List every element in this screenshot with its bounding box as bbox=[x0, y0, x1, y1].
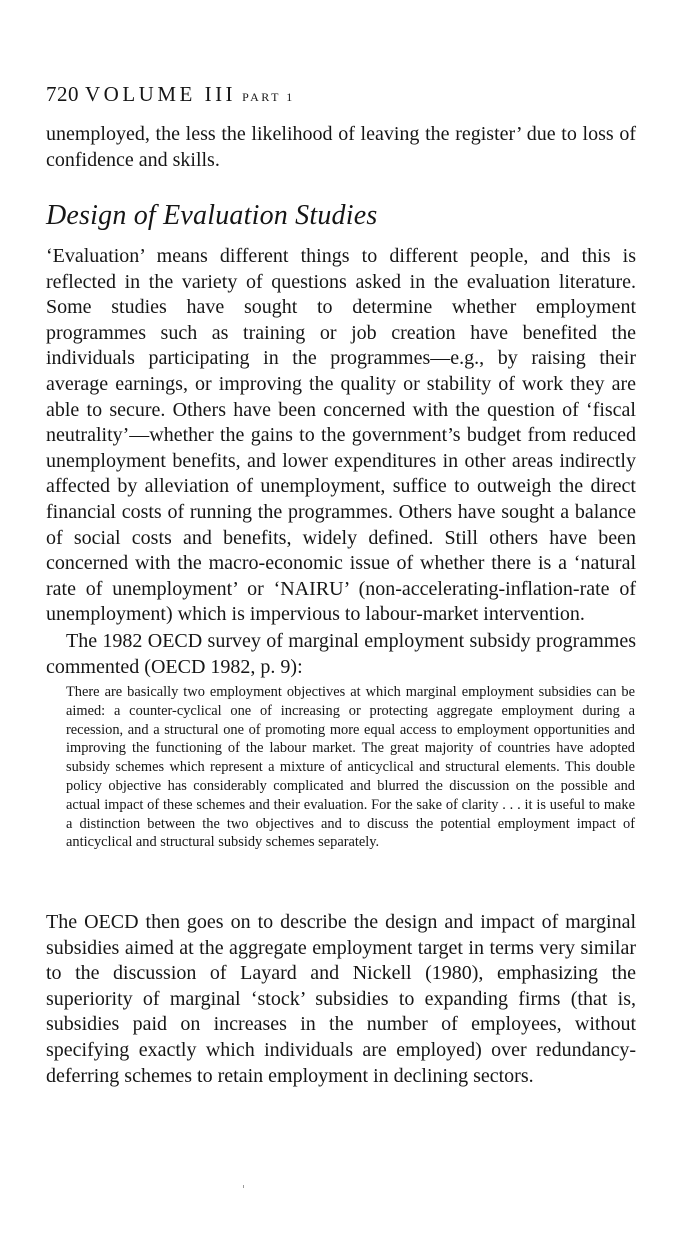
volume-label: VOLUME III bbox=[85, 82, 237, 106]
running-head bbox=[46, 81, 295, 110]
closing-paragraph bbox=[46, 910, 636, 1089]
continued-paragraph bbox=[46, 122, 636, 173]
block-quote bbox=[66, 683, 635, 852]
evaluation-paragraph bbox=[46, 244, 636, 628]
page-number: 720 bbox=[46, 82, 79, 106]
oecd-intro-paragraph bbox=[46, 629, 636, 680]
paragraph-text: The OECD then goes on to describe the design and impact of marginal subsidies aimed at the aggregate employment target in terms very similar to the discussion of Layard and Nickell (1980), emphasizing the superiority of marginal ‘stock’ subsidies to expanding firms (that is, subsidies paid on increases in the number of employees, without specifying exactly which individuals are employed) over redundancy-deferring schemes to retain employment in declining sectors. bbox=[46, 911, 636, 1087]
part-label: PART 1 bbox=[242, 90, 295, 104]
paragraph-text: unemployed, the less the likelihood of leaving the register’ due to loss of confidence and skills. bbox=[46, 123, 636, 171]
quote-text: There are basically two employment objectives at which marginal employment subsidies can be aimed: a counter-cyclical one of increasing or protecting aggregate employment during a recession, and a structural one of promoting more equal access to employment opportunities and improving the functioning of the labour market. The great majority of countries have adopted subsidy schemes which represent a mixture of anticyclical and structural elements. This double policy objective has considerably complicated and blurred the discussion on the possible and actual impact of these schemes and their evaluation. For the sake of clarity . . . it is useful to make a distinction between the two objectives and to discuss the potential employment impact of anticyclical and structural subsidy schemes separately. bbox=[66, 684, 635, 851]
section-heading: Design of Evaluation Studies bbox=[46, 200, 378, 231]
print-mark bbox=[243, 1185, 244, 1188]
paragraph-text: ‘Evaluation’ means different things to different people, and this is reflected in the variety of questions asked in the evaluation literature. Some studies have sought to determine whether employment programmes such as training or job creation have benefited the individuals participating in the programmes—e.g., by raising their average earnings, or improving the quality or stability of work they are able to secure. Others have been concerned with the question of ‘fiscal neutrality’—whether the gains to the government’s budget from reduced unemployment benefits, and lower expenditures in other areas indirectly affected by alleviation of unemployment, suffice to outweigh the direct financial costs of running the programmes. Others have sought a balance of social costs and benefits, widely defined. Still others have been concerned with the macro-economic issue of whether there is a ‘natural rate of unemployment’ or ‘NAIRU’ (non-accelerating-inflation-rate of unemployment) which is impervious to labour-market intervention. bbox=[46, 245, 636, 626]
paragraph-text: The 1982 OECD survey of marginal employment subsidy programmes commented (OECD 1982, p. 9): bbox=[46, 630, 636, 678]
